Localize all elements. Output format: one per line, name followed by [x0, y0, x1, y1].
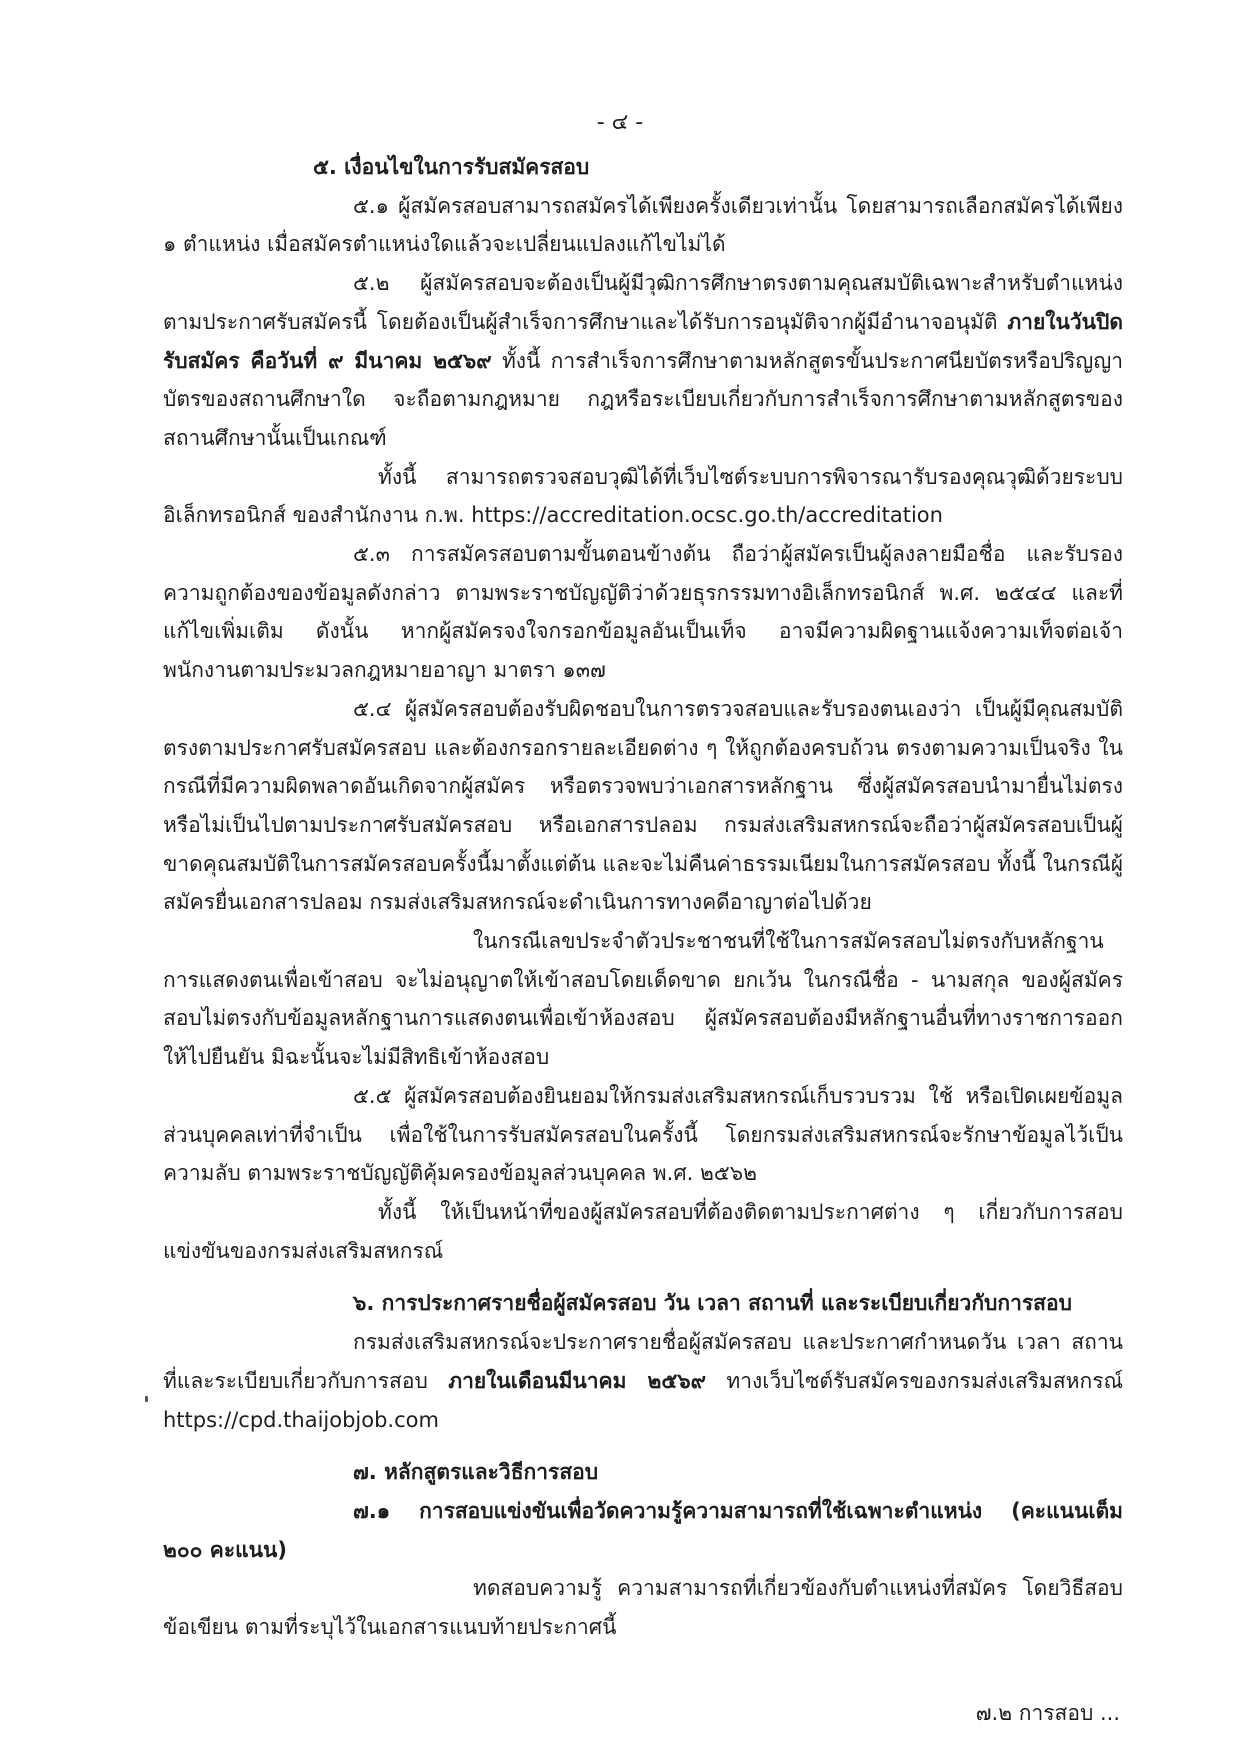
- paragraph-5-4: ๕.๔ ผู้สมัครสอบต้องรับผิดชอบในการตรวจสอบและรับรองตนเองว่า เป็นผู้มีคุณสมบัติตรงตามประกาศรับสมัครสอบ และต้องกรอกรายละเอียดต่าง ๆ ให้ถูกต้องครบถ้วน ตรงตามความเป็นจริง ในกรณีที่มีความผิดพลาดอันเกิดจากผู้สมัคร หรือตรวจพบว่าเอกสารหลักฐาน ซึ่งผู้สมัครสอบนำมายื่นไม่ตรงหรือไม่เป็นไปตามประกาศรับสมัครสอบ หรือเอกสารปลอม กรมส่งเสริมสหกรณ์จะถือว่าผู้สมัครสอบเป็นผู้ขาดคุณสมบัติในการสมัครสอบครั้งนี้มาตั้งแต่ต้น และจะไม่คืนค่าธรรมเนียมในการสมัครสอบ ทั้งนี้ ในกรณีผู้สมัครยื่นเอกสารปลอม กรมส่งเสริมสหกรณ์จะดำเนินการทางคดีอาญาต่อไปด้วย: [163, 696, 1123, 915]
- section-6-heading: ๖. การประกาศรายชื่อผู้สมัครสอบ วัน เวลา สถานที่ และระเบียบเกี่ยวกับการสอบ: [353, 1291, 1072, 1316]
- document-body: [163, 148, 1123, 1647]
- application-deadline: ภายในวันปิดรับสมัคร คือวันที่ ๙ มีนาคม ๒๕๖๙: [163, 309, 1123, 373]
- paragraph-6-text-a: กรมส่งเสริมสหกรณ์จะประกาศรายชื่อผู้สมัครสอบ และประกาศกำหนดวัน เวลา สถานที่และระเบียบเกี่ยวกับการสอบ: [163, 1330, 1123, 1393]
- announcement-period: ภายในเดือนมีนาคม ๒๕๖๙: [448, 1368, 706, 1393]
- section-5-heading: ๕. เงื่อนไขในการรับสมัครสอบ: [313, 155, 590, 179]
- subsection-7-1-body: ทดสอบความรู้ ความสามารถที่เกี่ยวข้องกับตำแหน่งที่สมัคร โดยวิธีสอบข้อเขียน ตามที่ระบุไว้ในเอกสารแนบท้ายประกาศนี้: [163, 1576, 1123, 1640]
- continuation-marker: ๗.๒ การสอบ ...: [975, 1701, 1120, 1725]
- paragraph-5-5-note: ทั้งนี้ ให้เป็นหน้าที่ของผู้สมัครสอบที่ต้องติดตามประกาศต่าง ๆ เกี่ยวกับการสอบแข่งขันของกรมส่งเสริมสหกรณ์: [163, 1199, 1123, 1263]
- paragraph-5-2: [163, 264, 1123, 458]
- paragraph-6-text-b: ทางเว็บไซต์รับสมัครของกรมส่งเสริมสหกรณ์ https://cpd.thaijobjob.com: [163, 1368, 1123, 1432]
- paragraph-6-body: [163, 1323, 1123, 1439]
- paragraph-5-3: ๕.๓ การสมัครสอบตามขั้นตอนข้างต้น ถือว่าผู้สมัครเป็นผู้ลงลายมือชื่อ และรับรองความถูกต้องของข้อมูลดังกล่าว ตามพระราชบัญญัติว่าด้วยธุรกรรมทางอิเล็กทรอนิกส์ พ.ศ. ๒๕๔๔ และที่แก้ไขเพิ่มเติม ดังนั้น หากผู้สมัครจงใจกรอกข้อมูลอันเป็นเท็จ อาจมีความผิดฐานแจ้งความเท็จต่อเจ้าพนักงานตามประมวลกฎหมายอาญา มาตรา ๑๓๗: [163, 542, 1123, 683]
- paragraph-5-2-note: ทั้งนี้ สามารถตรวจสอบวุฒิได้ที่เว็บไซต์ระบบการพิจารณารับรองคุณวุฒิด้วยระบบอิเล็กทรอนิกส์ ของสำนักงาน ก.พ. https://accreditation.ocsc.go.th/accreditation: [163, 464, 1123, 528]
- paragraph-5-2-text-a: ๕.๒ ผู้สมัครสอบจะต้องเป็นผู้มีวุฒิการศึกษาตรงตามคุณสมบัติเฉพาะสำหรับตำแหน่ง ตามประกาศรับสมัครนี้ โดยต้องเป็นผู้สำเร็จการศึกษาและได้รับการอนุมัติจากผู้มีอำนาจอนุมัติ: [163, 271, 1123, 334]
- paragraph-5-2-text-b: ทั้งนี้ การสำเร็จการศึกษาตามหลักสูตรขั้นประกาศนียบัตรหรือปริญญาบัตรของสถานศึกษาใด จะถือตามกฎหมาย กฎหรือระเบียบเกี่ยวกับการสำเร็จการศึกษาตามหลักสูตรของสถานศึกษานั้นเป็นเกณฑ์: [163, 348, 1124, 450]
- scan-mark: [145, 1396, 148, 1402]
- section-7-heading: ๗. หลักสูตรและวิธีการสอบ: [353, 1460, 599, 1485]
- paragraph-5-5: ๕.๕ ผู้สมัครสอบต้องยินยอมให้กรมส่งเสริมสหกรณ์เก็บรวบรวม ใช้ หรือเปิดเผยข้อมูลส่วนบุคคลเท่าที่จำเป็น เพื่อใช้ในการรับสมัครสอบในครั้งนี้ โดยกรมส่งเสริมสหกรณ์จะรักษาข้อมูลไว้เป็นความลับ ตามพระราชบัญญัติคุ้มครองข้อมูลส่วนบุคคล พ.ศ. ๒๕๖๒: [163, 1083, 1123, 1186]
- subsection-7-1-heading: ๗.๑ การสอบแข่งขันเพื่อวัดความรู้ความสามารถที่ใช้เฉพาะตำแหน่ง (คะแนนเต็ม ๒๐๐ คะแนน): [163, 1498, 1123, 1562]
- paragraph-5-4-note: ในกรณีเลขประจำตัวประชาชนที่ใช้ในการสมัครสอบไม่ตรงกับหลักฐานการแสดงตนเพื่อเข้าสอบ จะไม่อนุญาตให้เข้าสอบโดยเด็ดขาด ยกเว้น ในกรณีชื่อ - นามสกุล ของผู้สมัครสอบไม่ตรงกับข้อมูลหลักฐานการแสดงตนเพื่อเข้าห้องสอบ ผู้สมัครสอบต้องมีหลักฐานอื่นที่ทางราชการออกให้ไปยืนยัน มิฉะนั้นจะไม่มีสิทธิเข้าห้องสอบ: [163, 929, 1123, 1070]
- paragraph-5-1: ๕.๑ ผู้สมัครสอบสามารถสมัครได้เพียงครั้งเดียวเท่านั้น โดยสามารถเลือกสมัครได้เพียง ๑ ตำแหน่ง เมื่อสมัครตำแหน่งใดแล้วจะเปลี่ยนแปลงแก้ไขไม่ได้: [163, 193, 1123, 257]
- page-number: - ๔ -: [596, 110, 644, 135]
